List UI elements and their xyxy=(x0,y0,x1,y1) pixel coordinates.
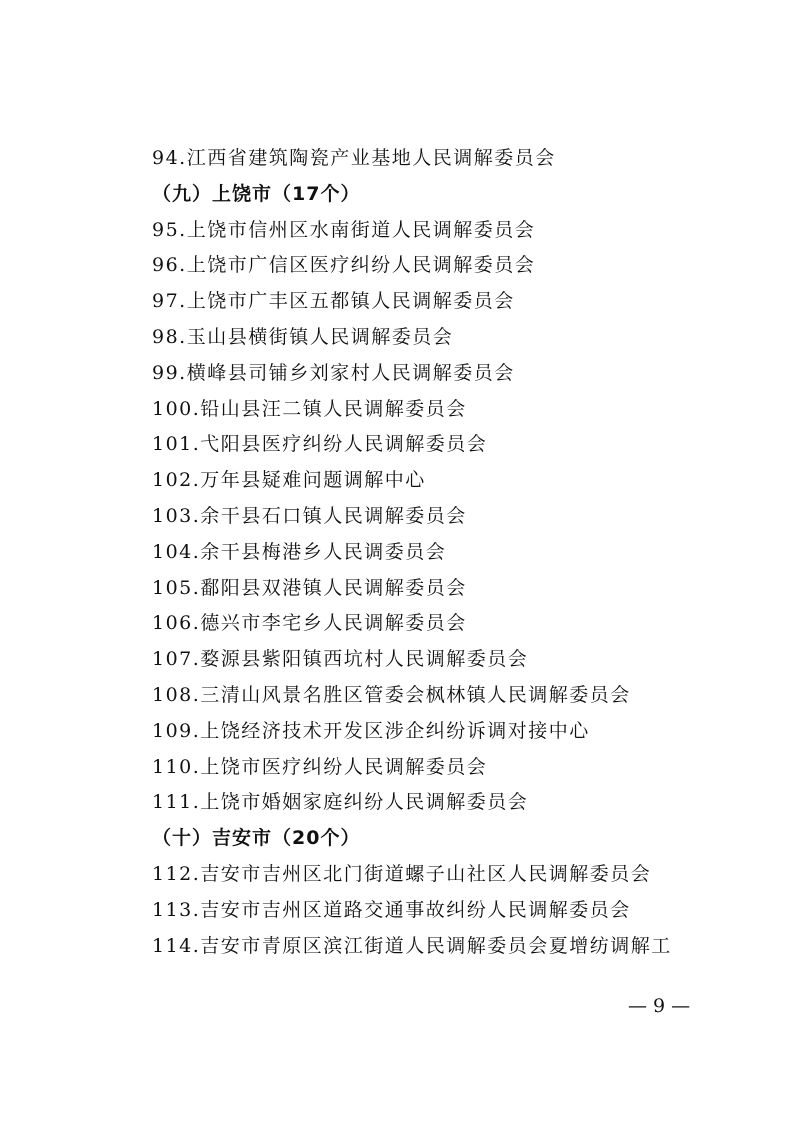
list-item: 98.玉山县横街镇人民调解委员会 xyxy=(152,325,454,348)
list-item: 96.上饶市广信区医疗纠纷人民调解委员会 xyxy=(152,254,536,277)
list-item: 107.婺源县紫阳镇西坑村人民调解委员会 xyxy=(152,648,529,671)
list-item: 114.吉安市青原区滨江街道人民调解委员会夏增纺调解工 xyxy=(152,934,672,957)
list-item: 100.铅山县汪二镇人民调解委员会 xyxy=(152,397,467,420)
list-item: 112.吉安市吉州区北门街道螺子山社区人民调解委员会 xyxy=(152,862,652,885)
list-item: 99.横峰县司铺乡刘家村人民调解委员会 xyxy=(152,361,515,384)
list-item: 103.余干县石口镇人民调解委员会 xyxy=(152,504,467,527)
list-item: 105.鄱阳县双港镇人民调解委员会 xyxy=(152,576,467,599)
list-item: 108.三清山风景名胜区管委会枫林镇人民调解委员会 xyxy=(152,683,631,706)
list-item: 94.江西省建筑陶瓷产业基地人民调解委员会 xyxy=(152,147,556,169)
list-item: 110.上饶市医疗纠纷人民调解委员会 xyxy=(152,755,488,778)
page-number: — 9 — xyxy=(628,995,691,1017)
section-heading: （九）上饶市（17个） xyxy=(152,182,361,205)
list-item: 104.余干县梅港乡人民调委员会 xyxy=(152,540,447,563)
list-item: 106.德兴市李宅乡人民调解委员会 xyxy=(152,612,467,635)
document-body xyxy=(152,141,712,964)
list-item: 102.万年县疑难问题调解中心 xyxy=(152,469,426,492)
list-item: 101.弋阳县医疗纠纷人民调解委员会 xyxy=(152,433,488,456)
list-item: 109.上饶经济技术开发区涉企纠纷诉调对接中心 xyxy=(152,719,590,742)
list-item: 111.上饶市婚姻家庭纠纷人民调解委员会 xyxy=(152,791,529,814)
list-item: 97.上饶市广丰区五都镇人民调解委员会 xyxy=(152,290,515,313)
section-heading: （十）吉安市（20个） xyxy=(152,827,361,850)
list-item: 95.上饶市信州区水南街道人民调解委员会 xyxy=(152,218,536,241)
list-item: 113.吉安市吉州区道路交通事故纠纷人民调解委员会 xyxy=(152,898,631,921)
